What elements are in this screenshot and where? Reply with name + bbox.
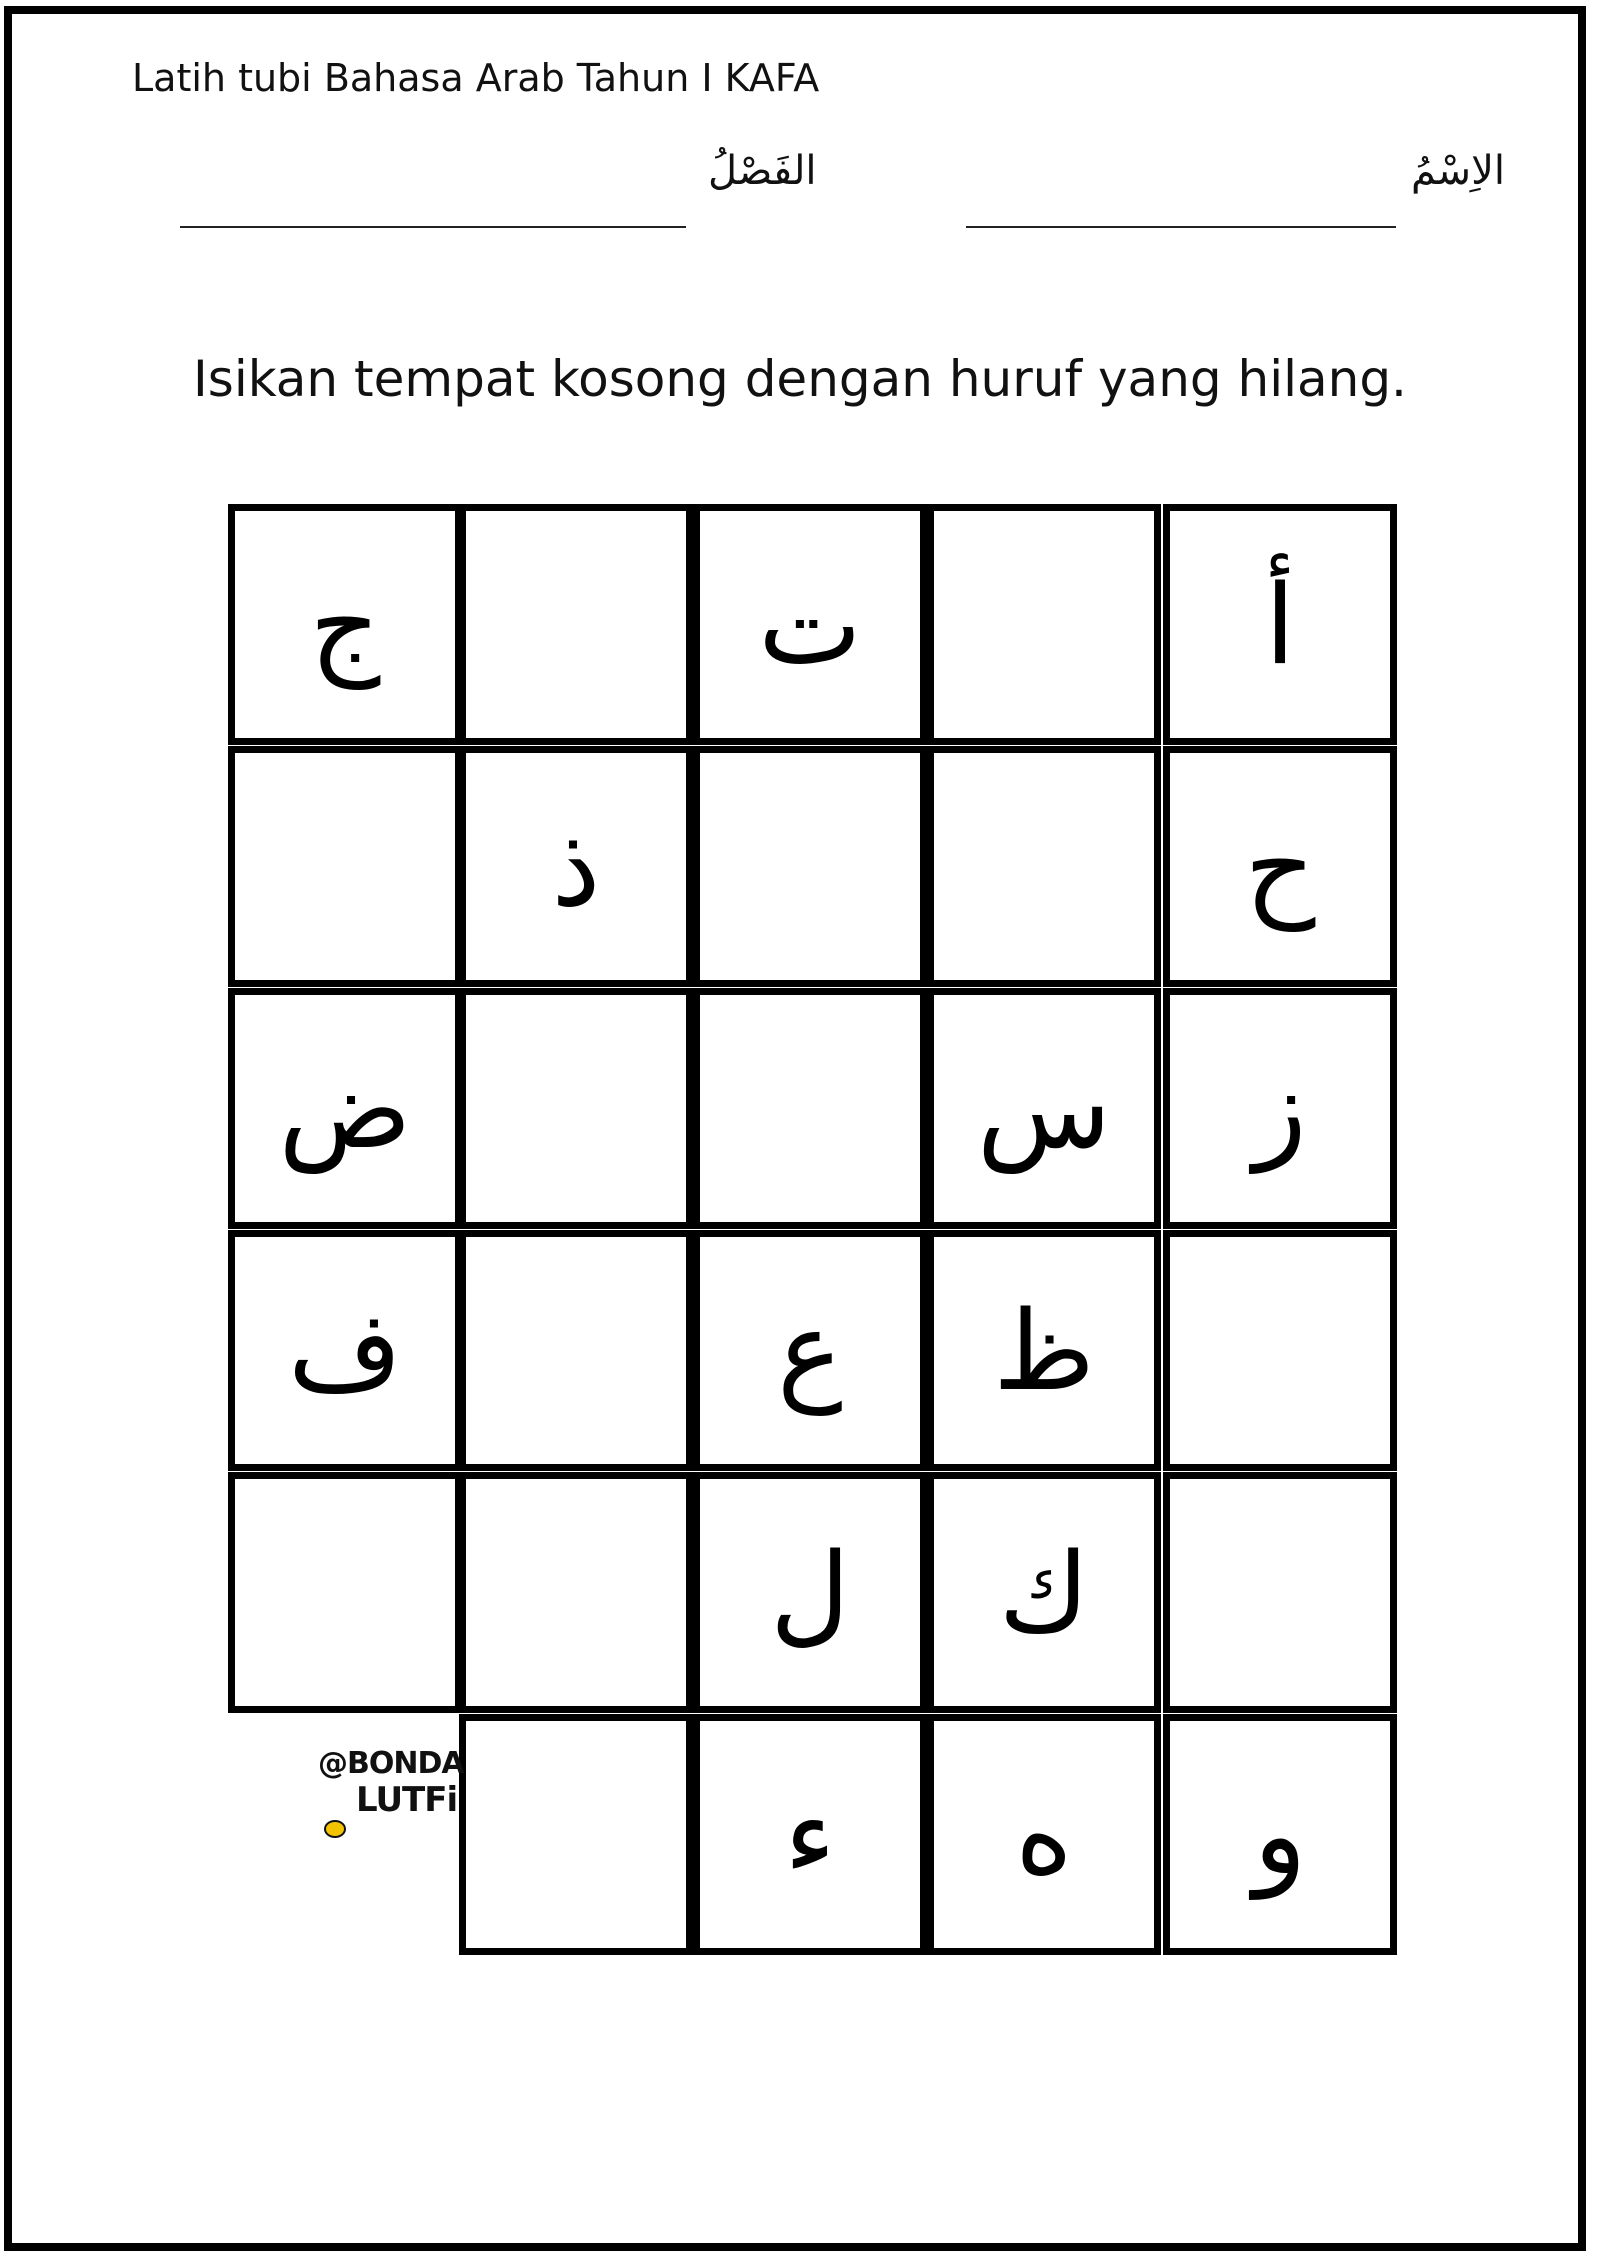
- empty-answer-cell[interactable]: [459, 1714, 693, 1955]
- letter-cell: [228, 1230, 462, 1471]
- arabic-letter: ح: [1244, 802, 1316, 931]
- letter-cell: [459, 746, 693, 987]
- empty-answer-cell[interactable]: [693, 988, 927, 1229]
- arabic-letter: ذ: [551, 802, 601, 931]
- letter-cell: [693, 1472, 927, 1713]
- instruction-text: Isikan tempat kosong dengan huruf yang hilang.: [193, 350, 1407, 408]
- arabic-letter: ل: [770, 1528, 850, 1657]
- letter-cell: [1163, 504, 1397, 745]
- letter-cell: [693, 1714, 927, 1955]
- letter-cell: [693, 1230, 927, 1471]
- empty-answer-cell[interactable]: [459, 988, 693, 1229]
- arabic-letter: ض: [278, 1044, 412, 1173]
- arabic-letter: أ: [1264, 560, 1296, 689]
- logo-line-2: LUTFi: [356, 1780, 458, 1820]
- arabic-letter: س: [976, 1044, 1112, 1173]
- empty-answer-cell[interactable]: [1163, 1472, 1397, 1713]
- empty-answer-cell[interactable]: [927, 746, 1161, 987]
- letter-cell: [927, 1714, 1161, 1955]
- letter-cell: [927, 988, 1161, 1229]
- letter-cell: [927, 1230, 1161, 1471]
- arabic-letter: ظ: [993, 1286, 1095, 1415]
- arabic-letter: ز: [1253, 1044, 1307, 1173]
- arabic-letter: ك: [998, 1528, 1090, 1657]
- arabic-letter: ت: [758, 560, 862, 689]
- letter-cell: [228, 504, 462, 745]
- empty-answer-cell[interactable]: [927, 504, 1161, 745]
- letter-cell: [228, 988, 462, 1229]
- arabic-letter: ه: [1015, 1770, 1073, 1899]
- letter-cell: [1163, 988, 1397, 1229]
- empty-answer-cell[interactable]: [459, 1472, 693, 1713]
- arabic-letter: ج: [309, 560, 381, 689]
- logo-line-1: @BONDA: [318, 1746, 464, 1781]
- empty-answer-cell[interactable]: [228, 1472, 462, 1713]
- arabic-letter: ف: [287, 1286, 403, 1415]
- name-label: الاِسْمُ: [1410, 148, 1505, 194]
- bee-icon: [324, 1820, 346, 1838]
- empty-answer-cell[interactable]: [459, 504, 693, 745]
- arabic-letter: و: [1253, 1770, 1307, 1899]
- empty-answer-cell[interactable]: [1163, 1230, 1397, 1471]
- empty-answer-cell[interactable]: [693, 746, 927, 987]
- empty-answer-cell[interactable]: [459, 1230, 693, 1471]
- letter-cell: [1163, 746, 1397, 987]
- bonda-lutfi-logo: [318, 1746, 464, 1838]
- worksheet-title: Latih tubi Bahasa Arab Tahun I KAFA: [132, 56, 820, 100]
- letter-cell: [1163, 1714, 1397, 1955]
- letter-cell: [693, 504, 927, 745]
- arabic-letter: ع: [777, 1286, 843, 1415]
- arabic-letter: ء: [784, 1770, 836, 1899]
- letter-cell: [927, 1472, 1161, 1713]
- class-label: الفَصْلُ: [708, 148, 817, 194]
- empty-answer-cell[interactable]: [228, 746, 462, 987]
